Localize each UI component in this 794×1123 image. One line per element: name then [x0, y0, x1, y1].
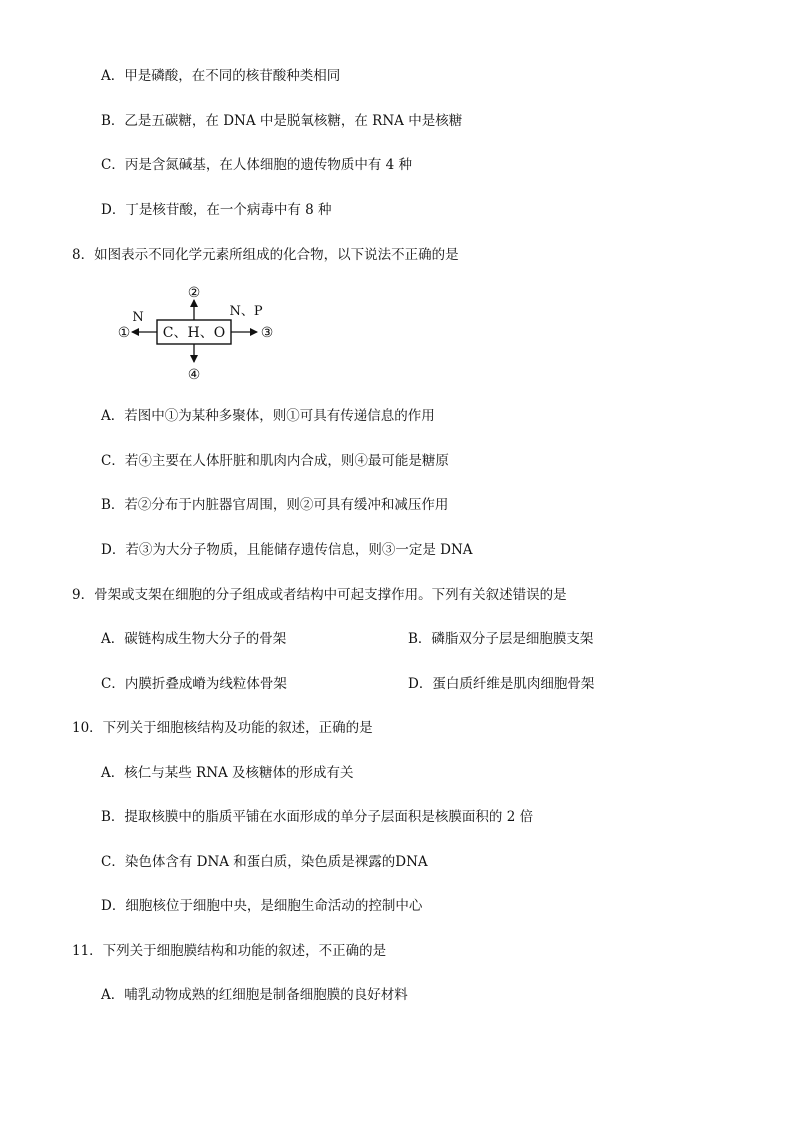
label-four: ④ — [187, 367, 201, 382]
center-label: C、H、O — [162, 325, 226, 341]
compound-diagram — [105, 282, 285, 382]
q10-stem: 10．下列关于细胞核结构及功能的叙述，正确的是 — [72, 720, 373, 736]
q9-option-c: C．内膜折叠成嵴为线粒体骨架 — [101, 676, 287, 692]
element-n-left: N — [132, 310, 144, 325]
q9-option-d: D．蛋白质纤维是肌肉细胞骨架 — [408, 676, 595, 692]
q8-stem: 8．如图表示不同化学元素所组成的化合物，以下说法不正确的是 — [72, 247, 459, 263]
label-one: ① — [117, 325, 131, 341]
q7-option-c: C．丙是含氮碱基，在人体细胞的遗传物质中有 4 种 — [101, 157, 413, 173]
q7-option-b: B．乙是五碳糖，在 DNA 中是脱氧核糖，在 RNA 中是核糖 — [101, 113, 463, 129]
q8-option-b: B．若②分布于内脏器官周围，则②可具有缓冲和减压作用 — [101, 497, 449, 513]
q10-option-c: C．染色体含有 DNA 和蛋白质，染色质是裸露的DNA — [101, 854, 428, 870]
q9-option-a: A．碳链构成生物大分子的骨架 — [101, 631, 287, 647]
q8-option-c: C．若④主要在人体肝脏和肌肉内合成，则④最可能是糖原 — [101, 453, 449, 469]
q10-option-a: A．核仁与某些 RNA 及核糖体的形成有关 — [101, 765, 354, 781]
q10-option-d: D．细胞核位于细胞中央，是细胞生命活动的控制中心 — [101, 898, 423, 914]
element-np-right: N、P — [229, 304, 263, 319]
q9-stem: 9．骨架或支架在细胞的分子组成或者结构中可起支撑作用。下列有关叙述错误的是 — [72, 587, 567, 603]
q10-option-b: B．提取核膜中的脂质平铺在水面形成的单分子层面积是核膜面积的 2 倍 — [101, 809, 534, 825]
q11-option-a: A．哺乳动物成熟的红细胞是制备细胞膜的良好材料 — [101, 987, 408, 1003]
q9-option-b: B．磷脂双分子层是细胞膜支架 — [408, 631, 594, 647]
q7-option-d: D．丁是核苷酸，在一个病毒中有 8 种 — [101, 202, 332, 218]
q11-stem: 11．下列关于细胞膜结构和功能的叙述，不正确的是 — [72, 943, 387, 959]
label-three: ③ — [260, 325, 274, 341]
q8-option-a: A．若图中①为某种多聚体，则①可具有传递信息的作用 — [101, 408, 435, 424]
q7-option-a: A．甲是磷酸，在不同的核苷酸种类相同 — [101, 68, 341, 84]
label-two: ② — [187, 285, 201, 301]
q8-option-d: D．若③为大分子物质，且能储存遗传信息，则③一定是 DNA — [101, 542, 473, 558]
